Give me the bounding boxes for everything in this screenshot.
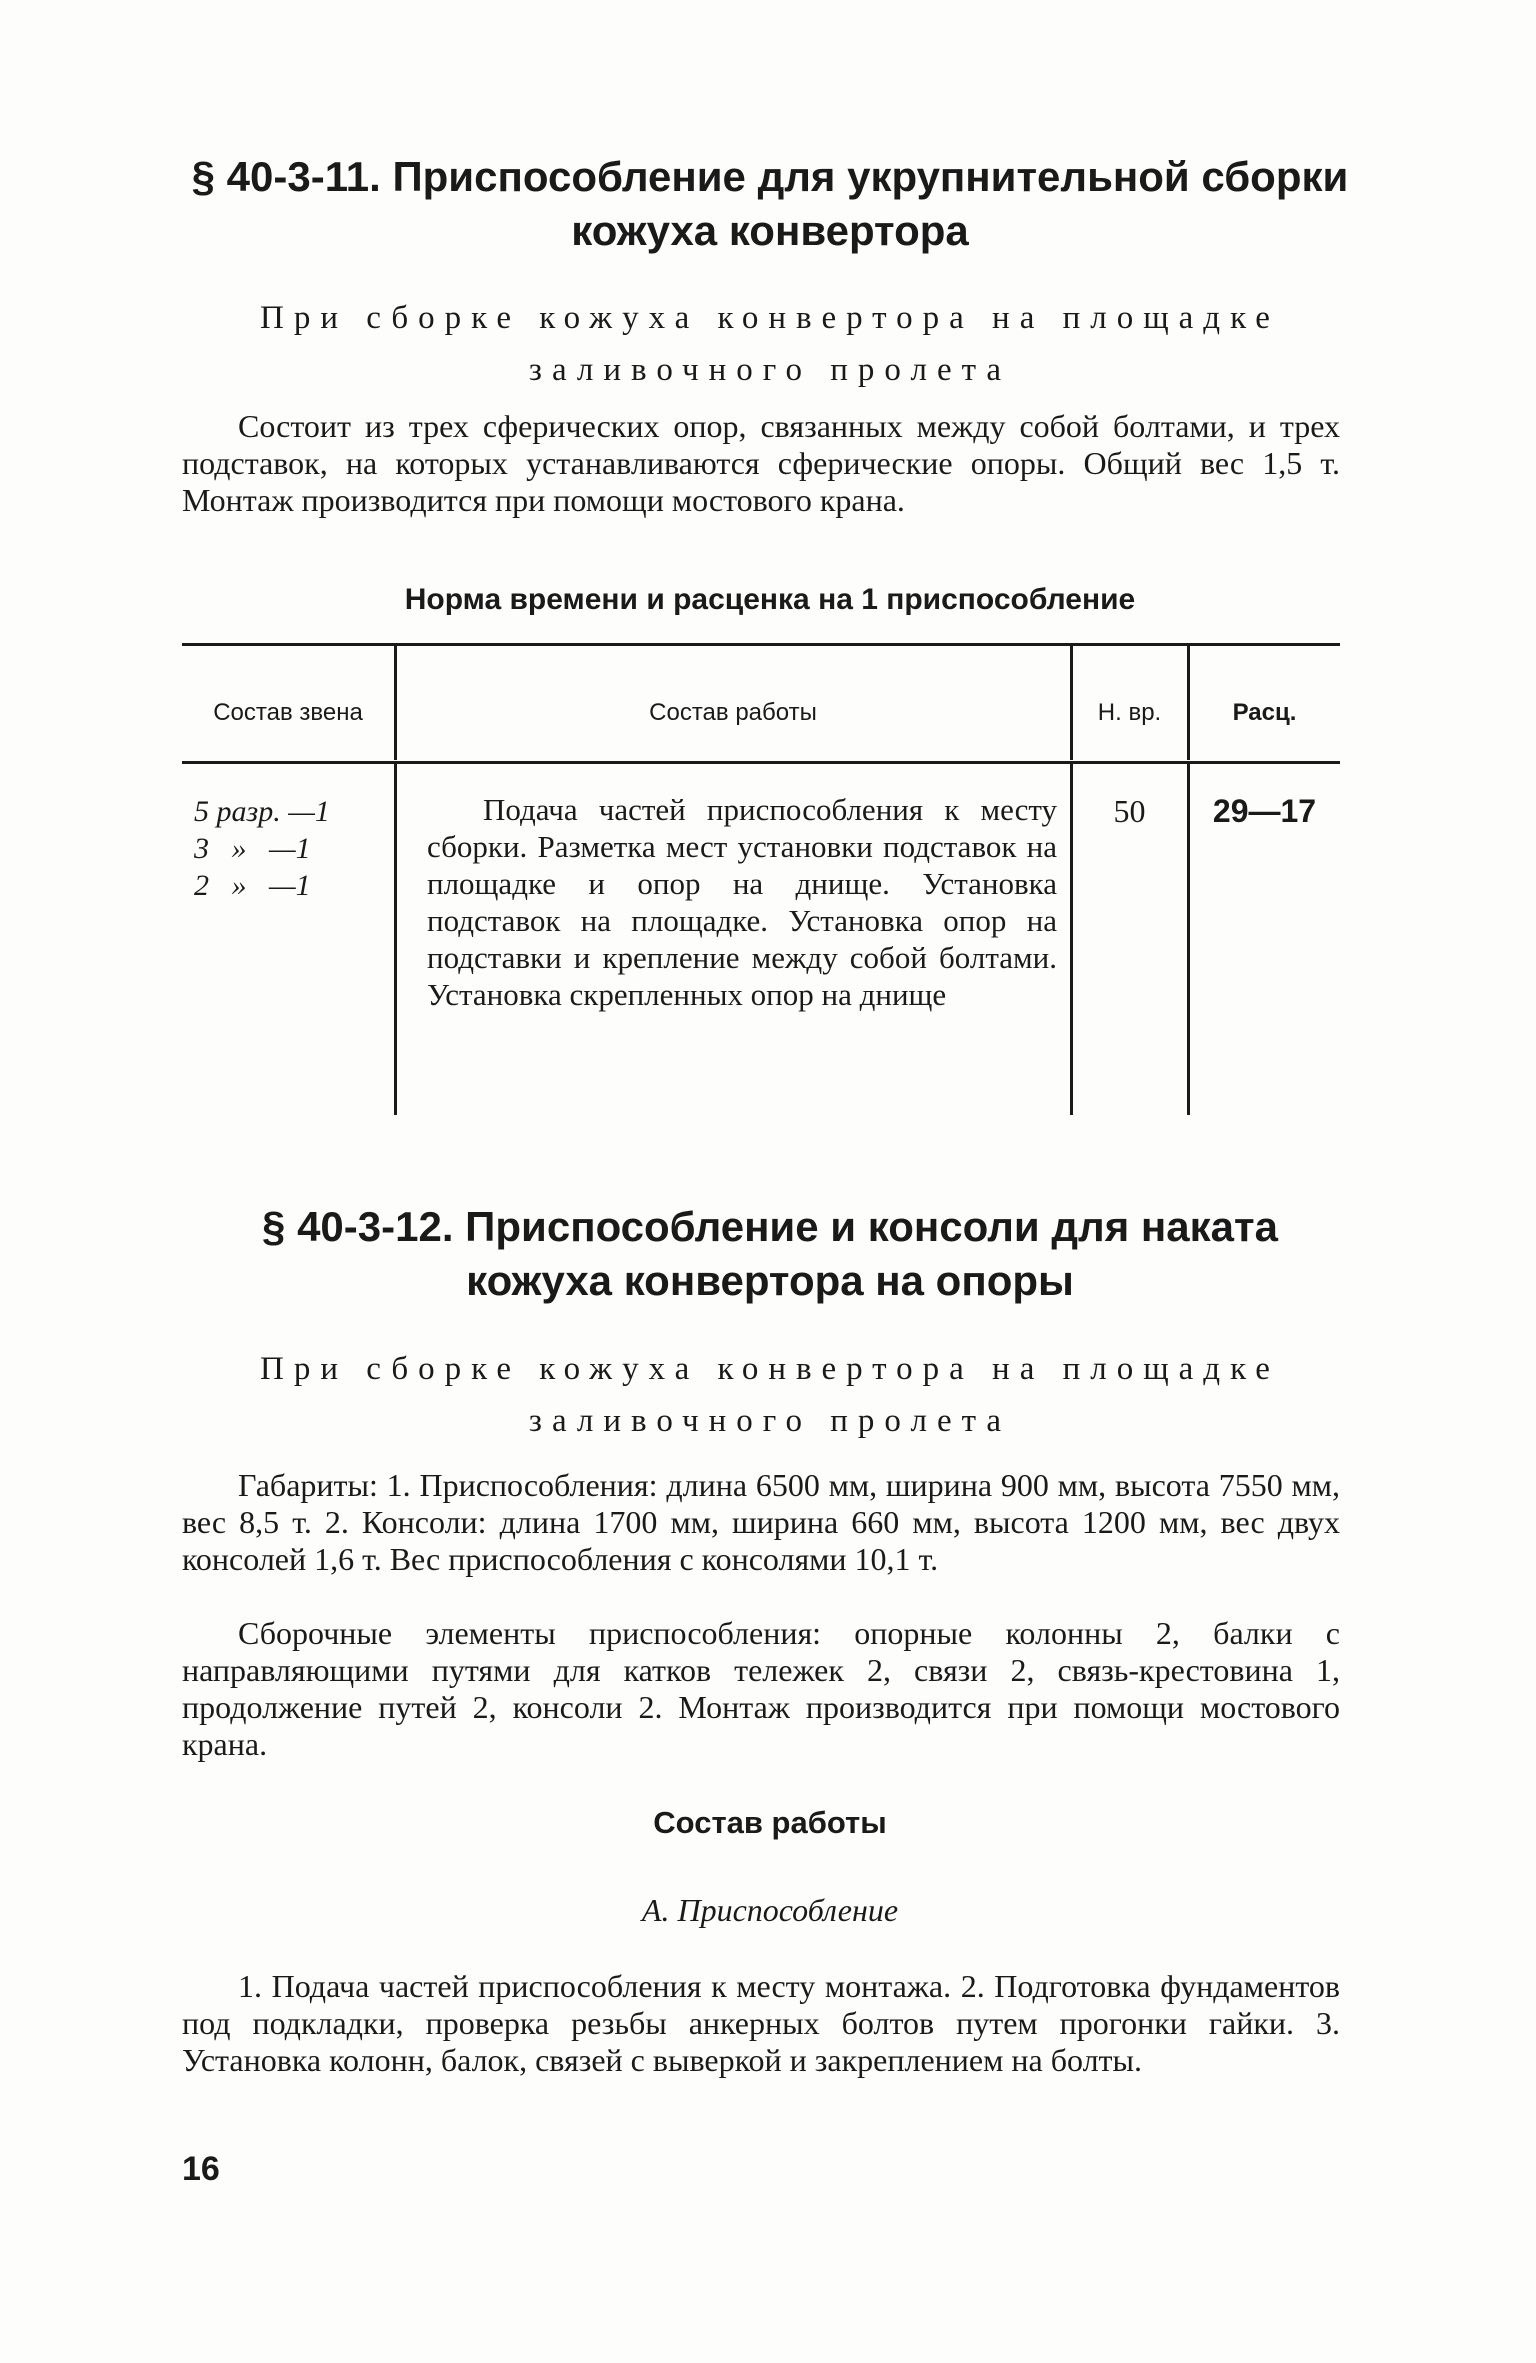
section-1-description: Состоит из трех сферических опор, связанных между собой болтами, и трех подставок, на которых устанавливаются сферические опоры. Общий вес 1,5 т. Монтаж производится при помощи мостового крана.: [182, 408, 1340, 518]
work-steps-paragraph: 1. Подача частей приспособления к месту монтажа. 2. Подготовка фундаментов под подкладки, проверка резьбы анкерных болтов путем прогонки гайки. 3. Установка колонн, балок, связей с выверкой и закреплением на болты.: [182, 1968, 1340, 2078]
table-caption: Норма времени и расценка на 1 приспособление: [404, 583, 1136, 616]
table-header-rule: [182, 761, 1340, 764]
section-2-subtitle: [160, 1343, 1380, 1447]
section-1-title: [160, 150, 1380, 258]
section-1-title-line1: § 40-3-11. Приспособление для укрупнительной сборки: [191, 153, 1349, 200]
elements-paragraph: Сборочные элементы приспособления: опорные колонны 2, балки с направляющими путями для катков тележек 2, связи 2, связь-крестовина 1, продолжение путей 2, консоли 2. Монтаж производится при помощи мостового крана.: [182, 1615, 1340, 1762]
crew-row: 5 разр. —1: [194, 795, 330, 828]
section-2-subtitle-line1: При сборке кожуха конвертора на площадке: [260, 1351, 1280, 1387]
header-crew: Состав звена: [213, 699, 363, 726]
table-top-rule: [182, 643, 1340, 646]
section-1-subtitle: [160, 292, 1380, 396]
dimensions-paragraph: Габариты: 1. Приспособления: длина 6500 мм, ширина 900 мм, высота 7550 мм, вес 8,5 т. 2. Консоли: длина 1700 мм, ширина 660 мм, высота 1200 мм, вес двух консолей 1,6 т. Вес приспособления с консолями 10,1 т.: [182, 1467, 1340, 1577]
header-norm-time: Н. вр.: [1097, 699, 1162, 726]
header-work: Состав работы: [649, 699, 817, 726]
section-2-title-line1: § 40-3-12. Приспособление и консоли для наката: [262, 1203, 1278, 1250]
section-1-title-line2: кожуха конвертора: [571, 207, 969, 254]
header-rate: Расц.: [1232, 699, 1297, 726]
section-2-title-line2: кожуха конвертора на опоры: [466, 1257, 1074, 1304]
section-1-subtitle-line2: заливочного пролета: [528, 352, 1012, 388]
section-1-subtitle-line1: При сборке кожуха конвертора на площадке: [260, 300, 1280, 336]
norm-table: [182, 643, 1340, 1116]
section-2-subtitle-line2: заливочного пролета: [528, 1403, 1012, 1439]
crew-row: 3 » —1: [194, 832, 311, 865]
sub-heading: А. Приспособление: [641, 1892, 899, 1928]
rate-value: 29—17: [1212, 793, 1317, 829]
section-2-title: [160, 1200, 1380, 1308]
page-number: 16: [182, 2150, 220, 2188]
work-heading: Состав работы: [653, 1805, 887, 1840]
work-description: Подача частей приспособления к месту сборки. Разметка мест установки подставок на площадке и опор на днище. Установка подставок на площадке. Установка опор на подставки и крепление между собой болтами. Установка скрепленных опор на днище: [427, 792, 1057, 1012]
crew-row: 2 » —1: [194, 869, 311, 902]
norm-time-value: 50: [1113, 793, 1146, 829]
